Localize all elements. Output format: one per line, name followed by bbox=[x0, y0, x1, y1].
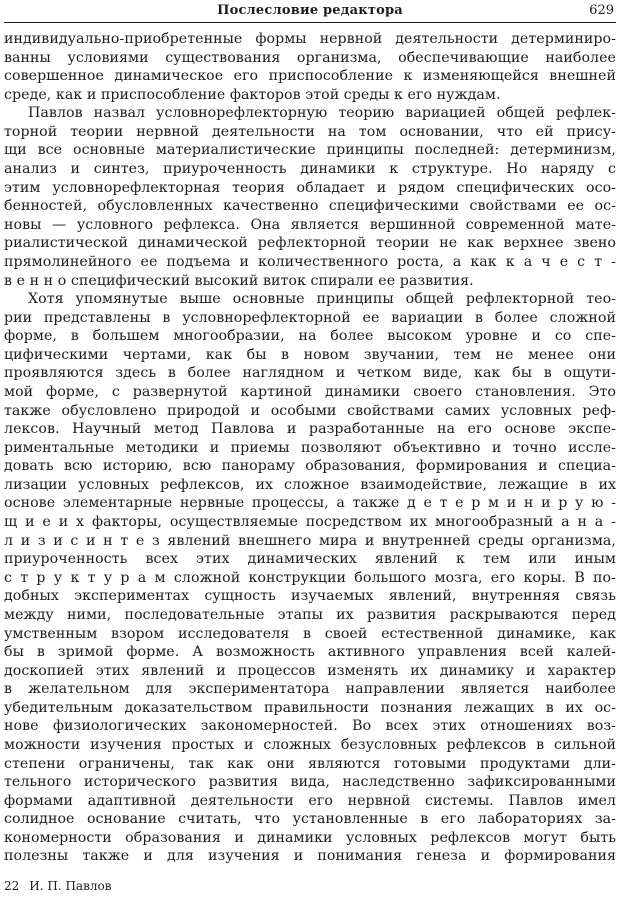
text-line: торной теории нервной деятельности на том основании, что ей прису- bbox=[4, 123, 616, 140]
paragraph-first-line: Хотя упомянутые выше основные принципы общей рефлекторной тео- bbox=[28, 291, 616, 308]
text-line: риментальные методики и приемы позволяют объективно и точно иссле- bbox=[4, 439, 616, 456]
text-line: нове физиологических закономерностей. Во всех этих отношениях воз- bbox=[4, 718, 616, 735]
text-line: рии представлены в условнорефлекторной ее вариации в более сложной bbox=[4, 309, 616, 326]
text-line: риалистической динамической рефлекторной теории не как верхнее звено bbox=[4, 235, 616, 252]
text-line: добных экспериментах сущность изучаемых явлений, внутренняя связь bbox=[4, 588, 616, 605]
text-line: мой форме, с развернутой картиной динамики своего становления. Это bbox=[4, 383, 616, 400]
text-line: анализ и синтез, приуроченность динамики к структуре. Но наряду с bbox=[4, 161, 616, 178]
paragraph-first-line: Павлов назвал условнорефлекторную теорию вариацией общей рефлек- bbox=[28, 105, 616, 122]
text-line: с т р у к т у р а м сложной конструкции большого мозга, его коры. В по- bbox=[4, 569, 616, 586]
text-line: в е н н о специфический высокий виток спирали ее развития. bbox=[4, 272, 474, 289]
text-line: бенностей, обусловленных качественно специфическими свойствами ее ос- bbox=[4, 198, 616, 215]
running-header bbox=[4, 0, 616, 23]
text-line: лексов. Научный метод Павлова и разработанные на его основе экспе- bbox=[4, 421, 616, 438]
text-line: этим условнорефлекторная теория обладает и рядом специфических осо- bbox=[4, 179, 616, 196]
text-line: цифическими чертами, как бы в новом звучании, тем не менее они bbox=[4, 346, 616, 363]
text-line: формами адаптивной деятельности его нервной системы. Павлов имел bbox=[4, 792, 616, 809]
signature-number: 22 bbox=[4, 879, 20, 893]
text-line: совершенное динамическое его приспособление к изменяющейся внешней bbox=[4, 68, 616, 85]
signature-title: И. П. Павлов bbox=[29, 879, 112, 893]
text-line: между ними, последовательные этапы их развития раскрываются перед bbox=[4, 606, 616, 623]
text-line: приуроченность всех этих динамических явлений к тем или иным bbox=[4, 551, 616, 568]
text-line: можности изучения простых и сложных безусловных рефлексов в сильной bbox=[4, 736, 616, 753]
page-number: 629 bbox=[589, 3, 614, 18]
text-line: л и з и с и н т е з явлений внешнего мира и внутренней среды организма, bbox=[4, 532, 616, 549]
text-line: полезны также и для изучения и понимания генеза и формирования bbox=[4, 848, 616, 865]
text-line: новы — условного рефлекса. Она является вершинной современной мате- bbox=[4, 216, 616, 233]
text-line: основе элементарные нервные процессы, а также д е т е р м и н и р у ю - bbox=[4, 495, 616, 512]
text-line: щи все основные материалистические принципы последней: детерминизм, bbox=[4, 142, 616, 159]
signature-footer bbox=[4, 879, 111, 893]
text-line: степени ограничены, так как они являются готовыми продуктами дли- bbox=[4, 755, 616, 772]
text-line: лизации условных рефлексов, их сложное взаимодействие, лежащие в их bbox=[4, 476, 616, 493]
text-line: щ и е и х факторы, осуществляемые посредством их многообразный а н а - bbox=[4, 514, 616, 531]
text-line: убедительным доказательством правильности познания лежащих в их ос- bbox=[4, 699, 616, 716]
text-line: тельного исторического развития вида, наследственно зафиксированными bbox=[4, 774, 616, 791]
text-line: бы в зримой форме. А возможность активного управления всей калей- bbox=[4, 644, 616, 661]
body-text bbox=[4, 30, 616, 866]
text-line: среде, как и приспособление факторов этой среды к его нуждам. bbox=[4, 86, 501, 103]
text-line: прямолинейного ее подъема и количественного роста, а как к а ч е с т - bbox=[4, 253, 616, 270]
text-line: в желательном для экспериментатора направлении является наиболее bbox=[4, 681, 616, 698]
text-line: солидное основание считать, что установленные в его лабораториях за- bbox=[4, 811, 616, 828]
text-line: ванны условиями существования организма, обеспечивающие наиболее bbox=[4, 49, 616, 66]
running-header-title: Послесловие редактора bbox=[217, 3, 403, 18]
text-line: доскопией этих явлений и процессов изменять их динамику и характер bbox=[4, 662, 616, 679]
text-line: проявляются здесь в более наглядном и четком виде, как бы в ощути- bbox=[4, 365, 616, 382]
text-line: форме, в большем многообразии, на более высоком уровне и со спе- bbox=[4, 328, 616, 345]
text-line: кономерности образования и динамики условных рефлексов могут быть bbox=[4, 829, 616, 846]
text-line: довать всю историю, всю панораму образования, формирования и специа- bbox=[4, 458, 616, 475]
text-line: индивидуально-приобретенные формы нервной деятельности детерминиро- bbox=[4, 31, 616, 47]
text-line: также обусловлено природой и особыми свойствами самих условных реф- bbox=[4, 402, 616, 419]
text-line: умственным взором исследователя в своей естественной динамике, как bbox=[4, 625, 616, 642]
